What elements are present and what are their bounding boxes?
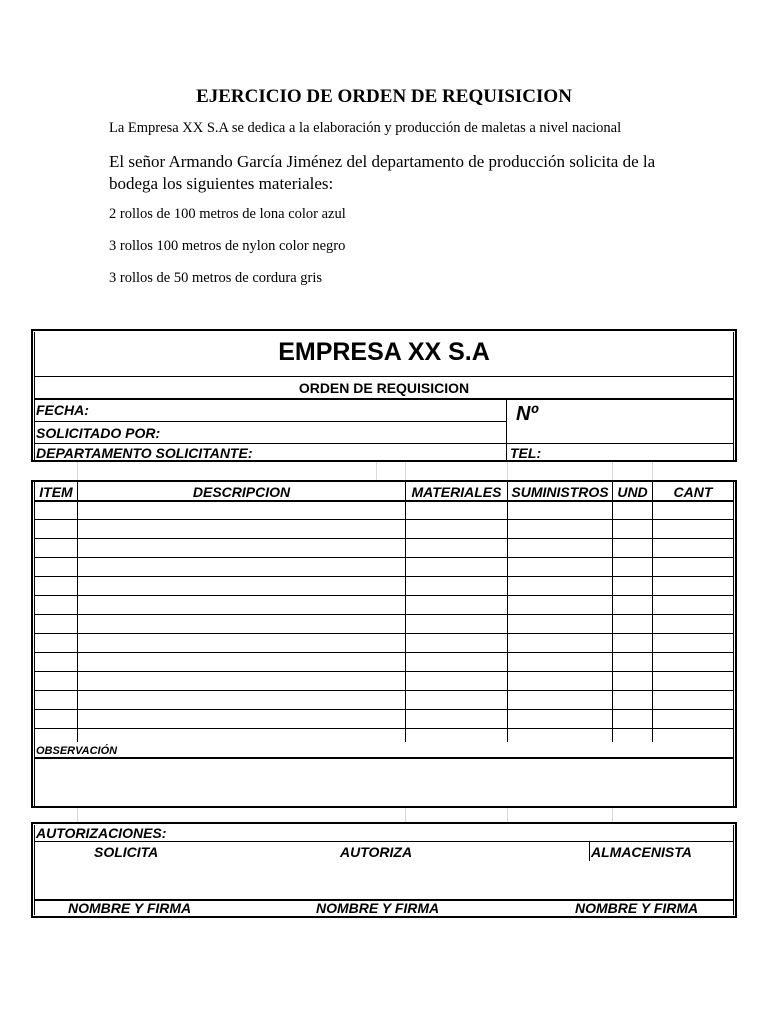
material-item-2: 3 rollos 100 metros de nylon color negro <box>109 238 346 254</box>
table-row-line <box>34 652 734 653</box>
table-row-line <box>34 538 734 539</box>
table-row-line <box>34 633 734 634</box>
signature-label-solicita: NOMBRE Y FIRMA <box>68 900 192 916</box>
table-row-line <box>34 728 734 729</box>
column-header-item: ITEM <box>39 484 73 500</box>
table-row-line <box>34 709 734 710</box>
table-row-line <box>34 519 734 520</box>
column-header-suministros: SUMINISTROS <box>511 484 609 500</box>
autorizaciones-label: AUTORIZACIONES: <box>36 825 167 841</box>
column-header-materiales: MATERIALES <box>411 484 502 500</box>
order-title: ORDEN DE REQUISICION <box>298 380 470 396</box>
fecha-label: FECHA: <box>36 402 89 418</box>
signature-label-almacenista: NOMBRE Y FIRMA <box>575 900 699 916</box>
signature-label-autoriza: NOMBRE Y FIRMA <box>316 900 440 916</box>
role-autoriza: AUTORIZA <box>340 844 413 860</box>
column-header-descripcion: DESCRIPCION <box>192 484 291 500</box>
table-row-line <box>34 614 734 615</box>
numero-label: Nº <box>516 403 538 425</box>
role-solicita: SOLICITA <box>94 844 159 860</box>
request-paragraph: El señor Armando García Jiménez del departamento de producción solicita de la bodega los siguientes materiales: <box>109 152 656 193</box>
company-name: EMPRESA XX S.A <box>278 338 490 366</box>
table-row-line <box>34 690 734 691</box>
material-item-3: 3 rollos de 50 metros de cordura gris <box>109 270 323 286</box>
table-row-line <box>34 576 734 577</box>
document-title: EJERCICIO DE ORDEN DE REQUISICION <box>196 86 572 107</box>
intro-paragraph: La Empresa XX S.A se dedica a la elaboración y producción de maletas a nivel nacional <box>109 120 622 136</box>
column-header-cant: CANT <box>673 484 713 500</box>
table-row-line <box>34 671 734 672</box>
column-header-und: UND <box>617 484 648 500</box>
table-row-line <box>34 595 734 596</box>
solicitado-label: SOLICITADO POR: <box>36 425 161 441</box>
departamento-label: DEPARTAMENTO SOLICITANTE: <box>36 445 253 461</box>
observacion-label: OBSERVACIÓN <box>36 745 118 757</box>
material-item-1: 2 rollos de 100 metros de lona color azul <box>109 206 346 222</box>
role-almacenista: ALMACENISTA <box>591 844 692 860</box>
table-row-line <box>34 557 734 558</box>
tel-label: TEL: <box>510 445 542 461</box>
